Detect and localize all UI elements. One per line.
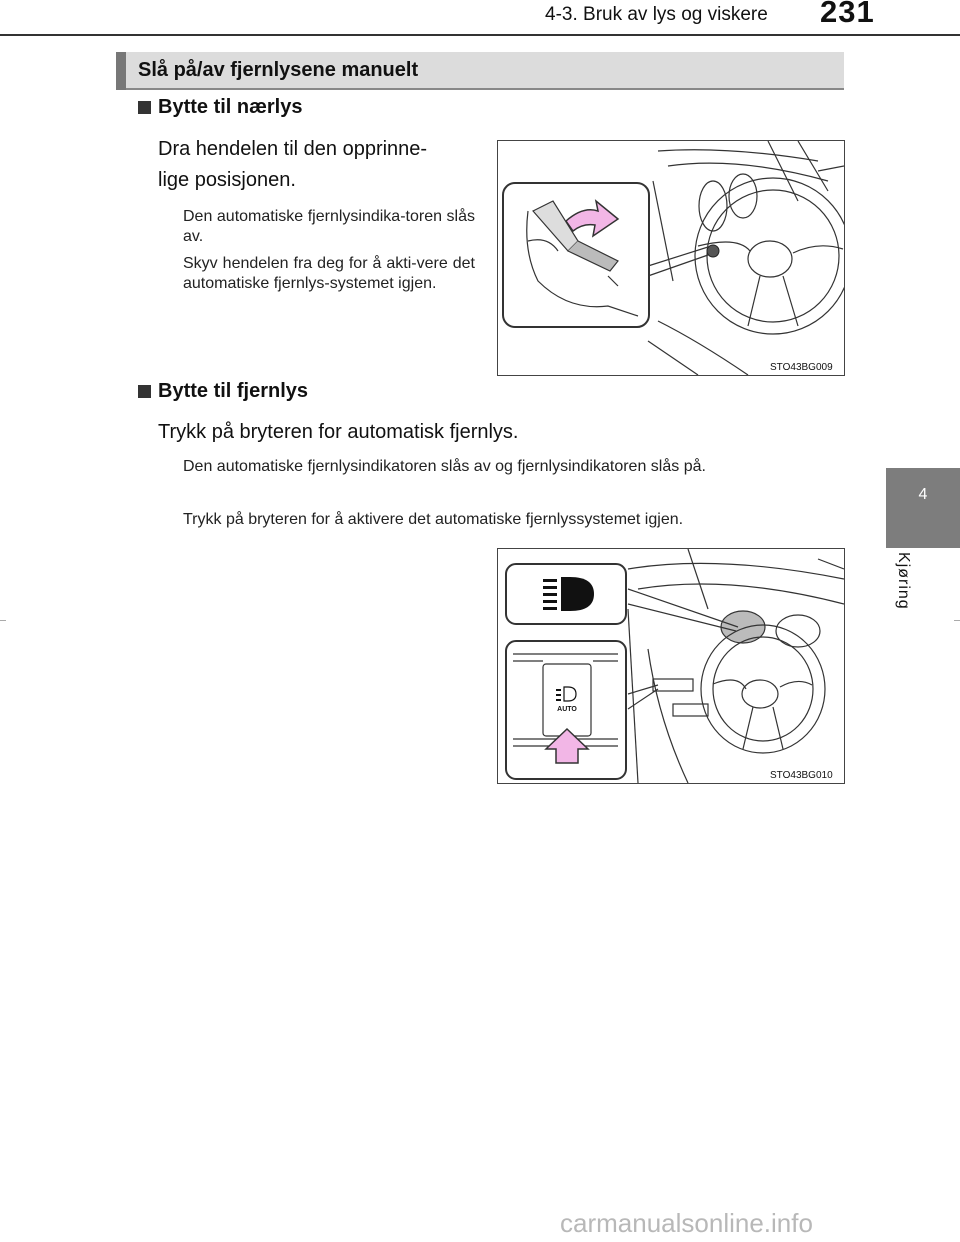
- chapter-label: Kjøring: [895, 552, 912, 610]
- note-text: Trykk på bryteren for å aktivere det automatiske fjernlyssystemet igjen.: [183, 511, 684, 528]
- note-text: Den automatiske fjernlysindikatoren slås av og fjernlysindikatoren slås på.: [183, 458, 706, 475]
- section-title: Slå på/av fjernlysene manuelt: [138, 59, 419, 81]
- figure-code: STO43BG010: [770, 770, 833, 781]
- header-title: 4-3. Bruk av lys og viskere: [545, 4, 768, 25]
- page-number: 231: [820, 0, 875, 29]
- subsection-heading-low-beam: Bytte til nærlys: [158, 96, 303, 118]
- figure-lever: [497, 140, 845, 376]
- chapter-number: 4: [918, 486, 928, 503]
- bullet-square: [138, 101, 151, 114]
- switch-auto-label: AUTO: [557, 706, 577, 713]
- instruction-text: Dra hendelen til den opprinne-: [158, 138, 428, 160]
- figure-auto-switch: [497, 548, 845, 784]
- lever-illustration: [498, 141, 844, 375]
- figure-code: STO43BG009: [770, 362, 833, 373]
- note-text: Den automatiske fjernlysindika-toren slås av.: [183, 208, 475, 245]
- header-rule: [0, 34, 960, 36]
- crop-mark-right: [954, 620, 960, 621]
- subsection-heading-high-beam: Bytte til fjernlys: [158, 380, 309, 402]
- section-header-bar: [116, 52, 126, 90]
- instruction-text: Trykk på bryteren for automatisk fjernlys.: [158, 421, 519, 443]
- crop-mark-left: [0, 620, 6, 621]
- chapter-tab: [886, 468, 960, 548]
- bullet-square: [138, 385, 151, 398]
- note-text: Skyv hendelen fra deg for å akti-vere det automatiske fjernlys-systemet igjen.: [183, 255, 475, 292]
- auto-switch-illustration: [498, 549, 844, 783]
- instruction-text: lige posisjonen.: [158, 169, 296, 191]
- watermark: carmanualsonline.info: [560, 1208, 813, 1238]
